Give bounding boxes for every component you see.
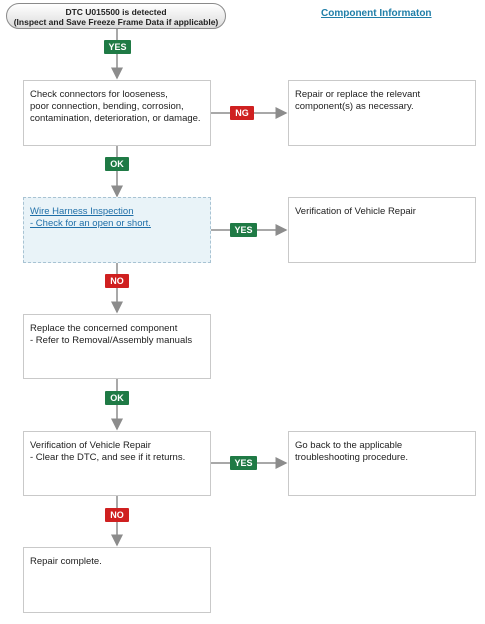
repair-replace-line-2: component(s) as necessary.: [295, 101, 414, 112]
yes-badge-3: YES: [230, 456, 257, 470]
go-back-line-1: Go back to the applicable: [295, 440, 403, 451]
no-badge-1: NO: [105, 274, 129, 288]
verification-1-line-1: Verification of Vehicle Repair: [295, 206, 416, 217]
check-connectors-box: [23, 80, 211, 146]
component-information-link[interactable]: Component Informaton: [321, 8, 432, 19]
wire-harness-inspection-link[interactable]: Wire Harness Inspection: [30, 206, 134, 217]
go-back-line-2: troubleshooting procedure.: [295, 452, 409, 463]
wire-harness-inspection-box[interactable]: [23, 197, 211, 263]
verification-2-line-1: Verification of Vehicle Repair: [30, 440, 151, 451]
ok-badge-1: OK: [105, 157, 129, 171]
check-connectors-line-1: Check connectors for looseness,: [30, 89, 168, 100]
repair-replace-line-1: Repair or replace the relevant: [295, 89, 421, 100]
verification-vehicle-repair-box-1: [288, 197, 476, 263]
yes-badge-2: YES: [230, 223, 257, 237]
replace-component-box: [23, 314, 211, 379]
check-connectors-line-3: contamination, deterioration, or damage.: [30, 113, 201, 124]
verification-2-line-2: - Clear the DTC, and see if it returns.: [30, 452, 186, 463]
yes-badge-1: YES: [104, 40, 131, 54]
wire-harness-check-link[interactable]: - Check for an open or short.: [30, 218, 151, 229]
no-badge-2: NO: [105, 508, 129, 522]
verification-vehicle-repair-box-2: [23, 431, 211, 496]
repair-complete-line-1: Repair complete.: [30, 556, 102, 567]
start-line-2: (Inspect and Save Freeze Frame Data if applicable): [13, 17, 219, 27]
go-back-box: [288, 431, 476, 496]
repair-replace-box: [288, 80, 476, 146]
check-connectors-line-2: poor connection, bending, corrosion,: [30, 101, 184, 112]
ng-badge: NG: [230, 106, 254, 120]
start-line-1: DTC U015500 is detected: [65, 7, 167, 17]
repair-complete-box: [23, 547, 211, 613]
replace-component-line-2: - Refer to Removal/Assembly manuals: [30, 335, 193, 346]
replace-component-line-1: Replace the concerned component: [30, 323, 178, 334]
ok-badge-2: OK: [105, 391, 129, 405]
start-dtc-detected: [6, 3, 226, 29]
